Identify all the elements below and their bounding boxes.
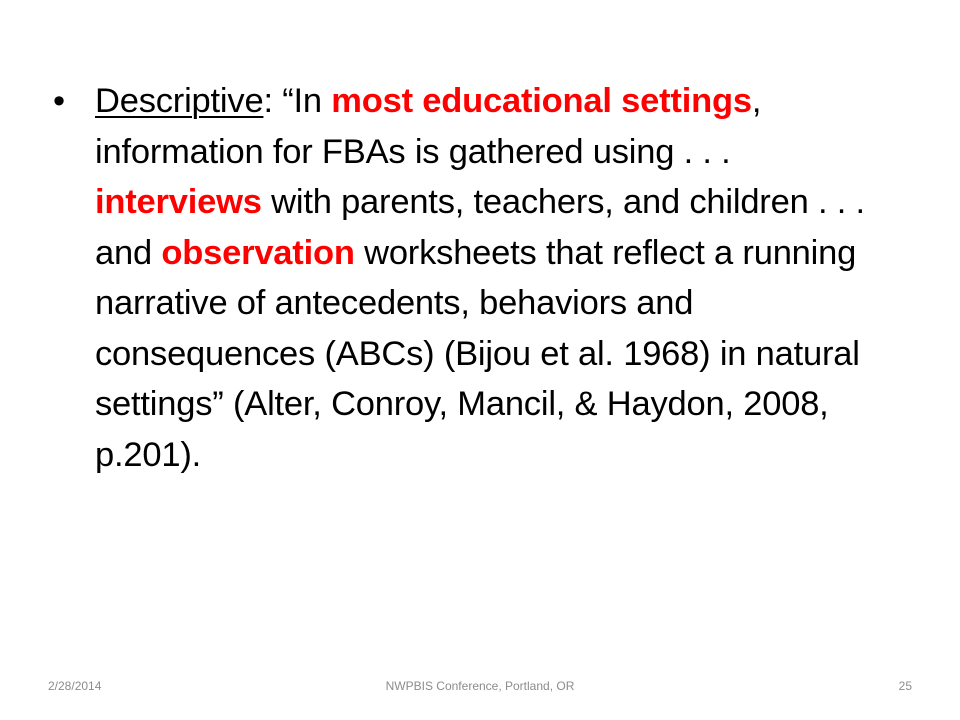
emphasis-interviews: interviews	[95, 183, 262, 221]
footer-date: 2/28/2014	[48, 679, 102, 693]
slide-number: 25	[898, 679, 912, 693]
bullet-text-2: , information for FBAs is gathered using . . .	[95, 82, 762, 171]
footer-title: NWPBIS Conference, Portland, OR	[385, 679, 575, 693]
slide-content	[48, 76, 898, 480]
bullet-item	[48, 76, 898, 480]
bullet-text-3: with parents, teachers, and children . . . and	[95, 183, 865, 272]
bullet-term: Descriptive	[95, 82, 264, 120]
bullet-text-1: : “In	[263, 82, 332, 120]
emphasis-observation: observation	[161, 233, 355, 272]
bullet-text-4: worksheets that reflect a running narrative of antecedents, behaviors and consequences (ABCs) (Bijou et al. 1968) in natural settings” (Alter, Conroy, Mancil, & Haydon, 2008, p.201).	[95, 233, 860, 474]
bullet-icon: •	[53, 82, 65, 120]
emphasis-most-educational-settings: most educational settings	[331, 82, 752, 120]
